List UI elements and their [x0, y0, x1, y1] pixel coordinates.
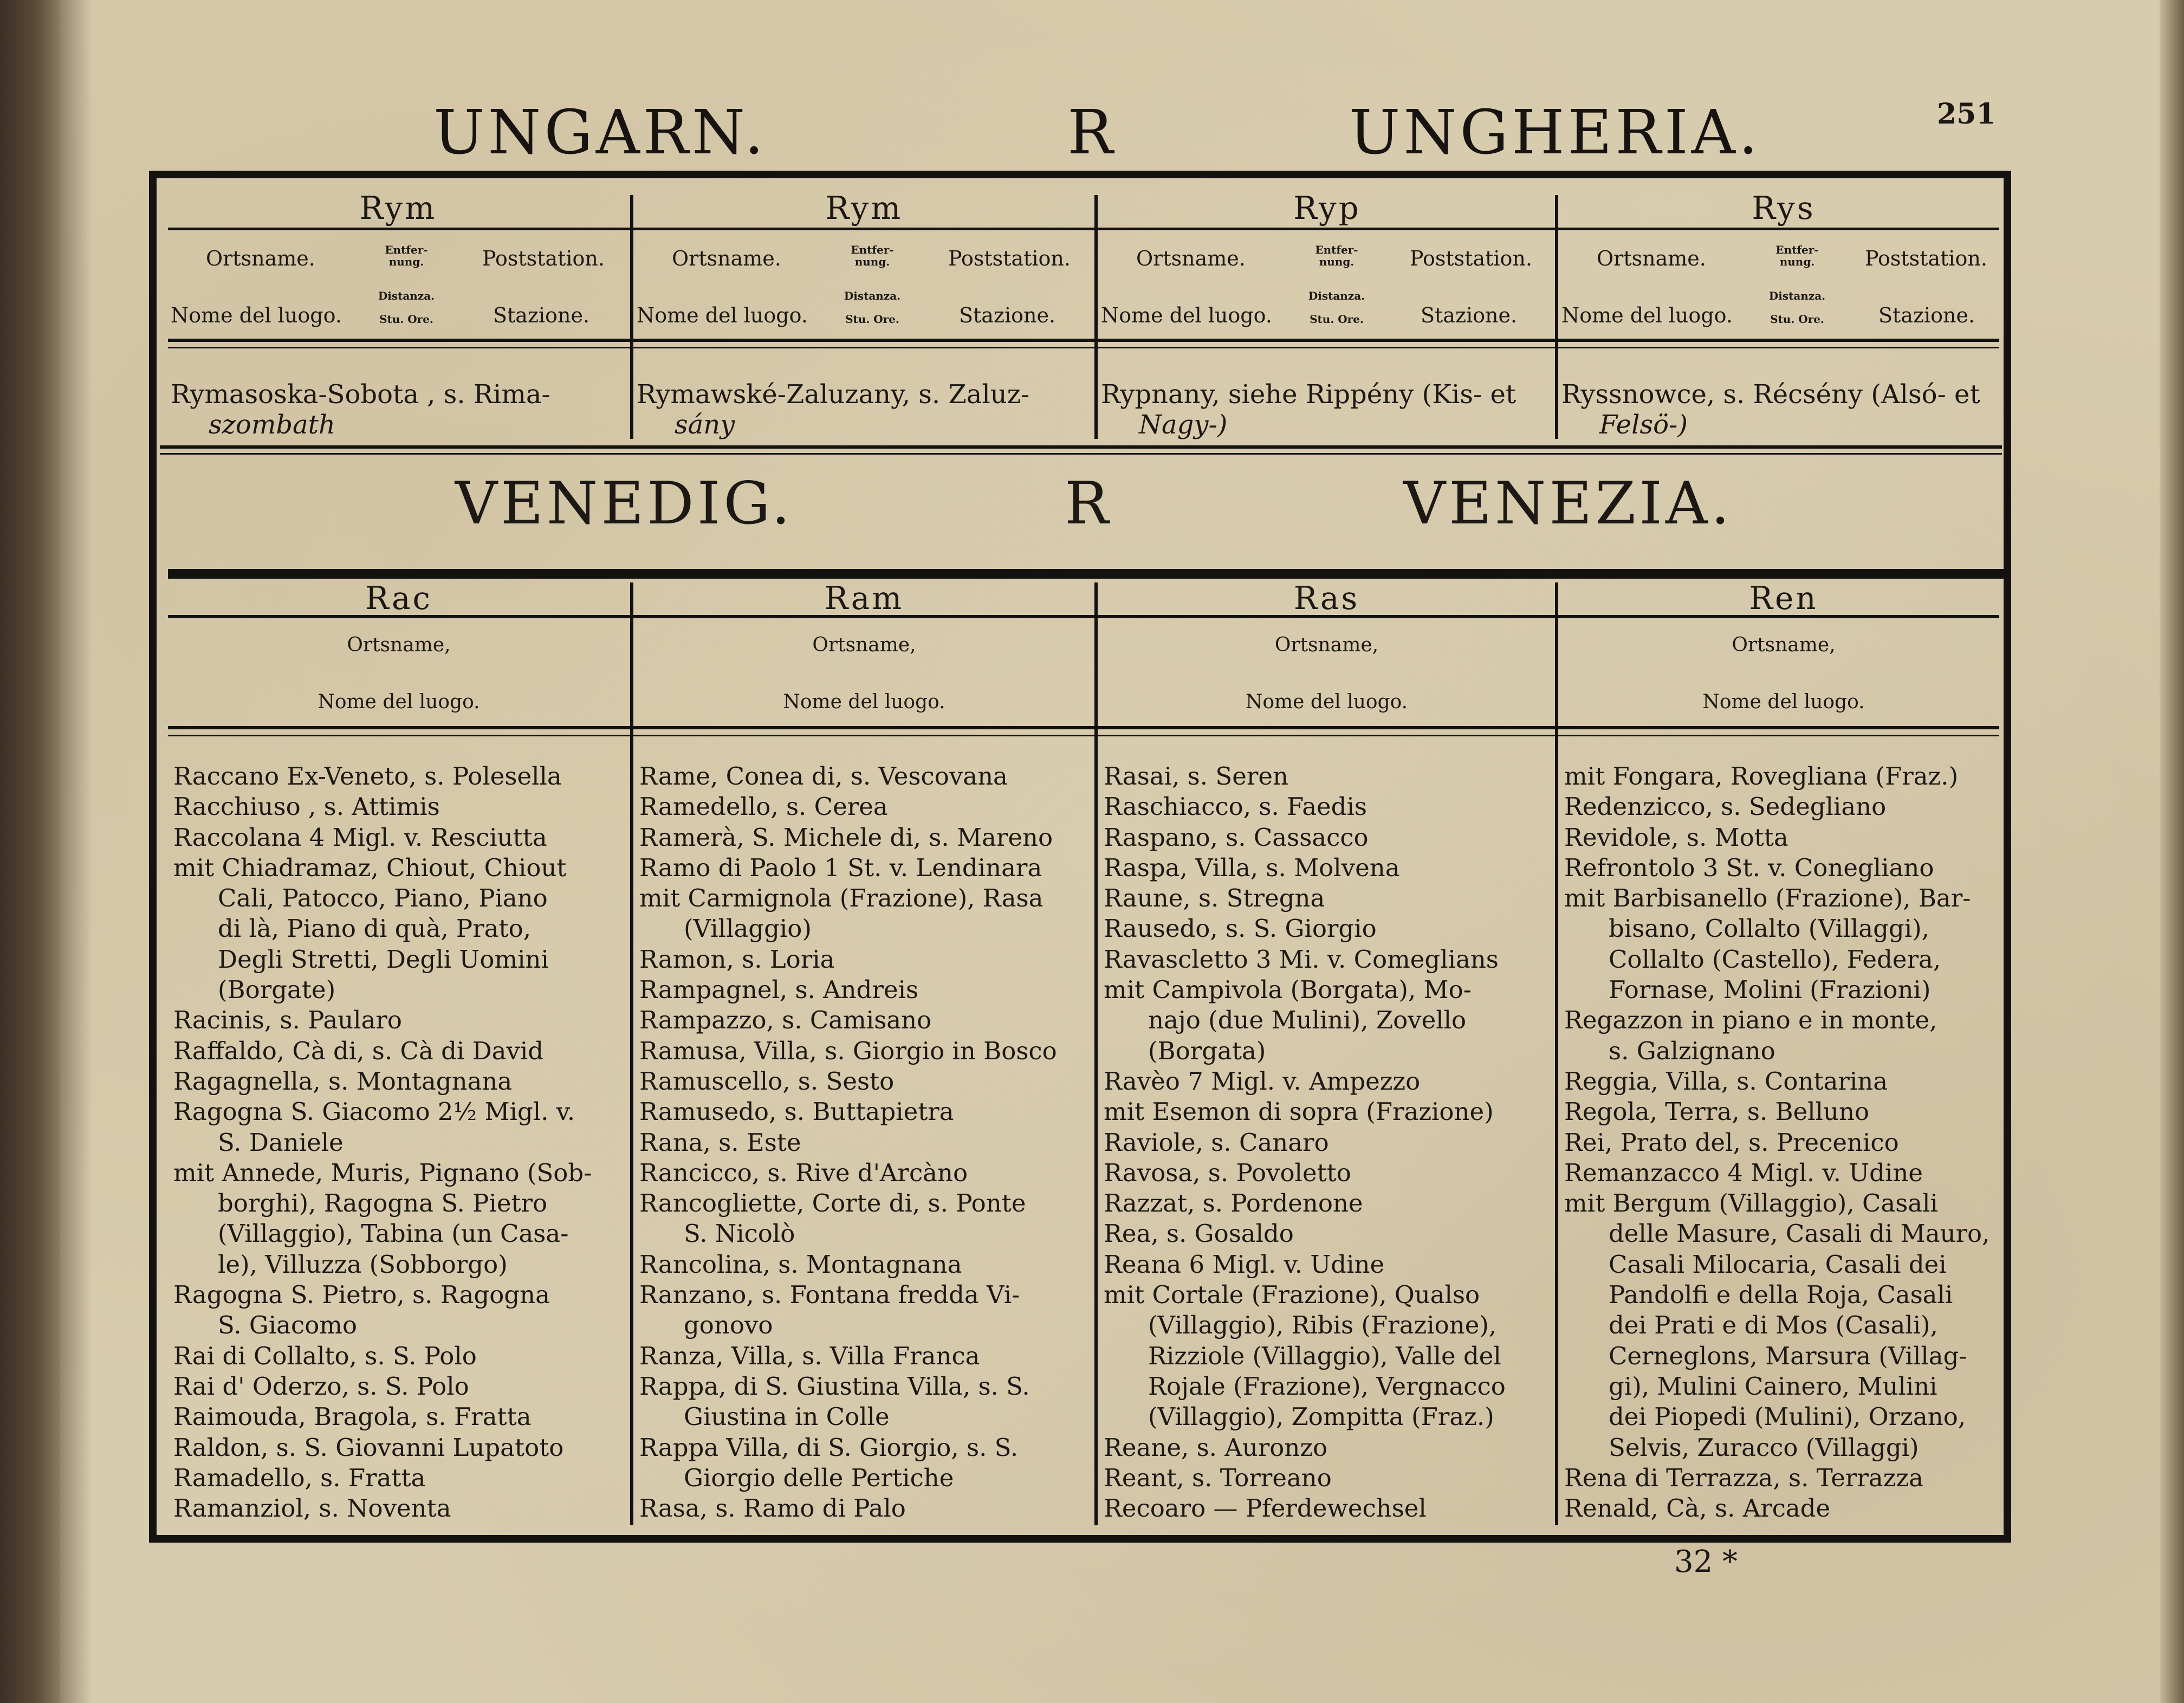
- entry-continuation: Rizziole (Villaggio), Valle del: [1148, 1341, 1501, 1370]
- subhead-entfernung: Entfer- nung.: [1315, 243, 1358, 268]
- divider-venedig-2: [1094, 582, 1098, 1525]
- entry-continuation: Cali, Patocco, Piano, Piano: [218, 884, 548, 913]
- entry: Ramon, s. Loria: [639, 944, 835, 974]
- header-venedig-letter: R: [1065, 470, 1112, 538]
- entry-continuation: (Villaggio), Tabina (un Casa-: [218, 1219, 569, 1248]
- column-head: Ryp: [1293, 190, 1361, 226]
- entry: Raune, s. Stregna: [1104, 884, 1325, 913]
- entry: Racinis, s. Paularo: [173, 1006, 403, 1035]
- entry: Ryssnowce, s. Récsény (Alsó- et: [1561, 379, 1980, 410]
- subhead-ortsname: Ortsname,: [347, 634, 451, 656]
- column-head: Rac: [365, 580, 433, 617]
- entry: Rappa Villa, di S. Giorgio, s. S.: [639, 1433, 1019, 1462]
- column-head: Ren: [1749, 580, 1818, 617]
- header-letter: R: [1067, 98, 1117, 168]
- entry-continuation: Giustina in Colle: [684, 1402, 890, 1432]
- entry: Ranzano, s. Fontana fredda Vi-: [639, 1280, 1020, 1310]
- entry: Ramusedo, s. Buttapietra: [639, 1097, 954, 1126]
- entry-continuation: Pandolfi e della Roja, Casali: [1609, 1280, 1953, 1310]
- subhead-ortsname: Ortsname,: [812, 634, 916, 656]
- subhead-ortsname: Ortsname.: [1136, 247, 1246, 270]
- entry: Ramuscello, s. Sesto: [639, 1066, 895, 1096]
- subhead-nome: Nome del luogo.: [783, 691, 945, 713]
- column-head: Ras: [1293, 580, 1360, 617]
- entry: mit Fongara, Rovegliana (Fraz.): [1564, 762, 1959, 791]
- subhead-entfernung: Entfer- nung.: [385, 243, 428, 268]
- subhead-distanza: Distanza.: [378, 289, 435, 302]
- entry: Ramerà, S. Michele di, s. Mareno: [639, 823, 1053, 852]
- entry: Ragogna S. Pietro, s. Ragogna: [173, 1280, 550, 1310]
- entry-continuation: (Borgata): [1148, 1036, 1266, 1065]
- entry: Raviole, s. Canaro: [1104, 1128, 1329, 1157]
- entry-continuation: Collalto (Castello), Federa,: [1609, 944, 1941, 974]
- entry: Rana, s. Este: [639, 1128, 801, 1157]
- column-head: Rym: [359, 190, 437, 226]
- entry: Ramusa, Villa, s. Giorgio in Bosco: [639, 1036, 1057, 1065]
- rule-end-ungarn: [160, 445, 2002, 449]
- page-shadow: [60, 0, 92, 1703]
- entry-continuation: (Villaggio): [684, 914, 812, 943]
- entry: mit Bergum (Villaggio), Casali: [1564, 1189, 1938, 1218]
- divider-ungarn-1: [630, 195, 633, 439]
- entry: Raspano, s. Cassacco: [1104, 823, 1369, 852]
- entry-continuation: s. Galzignano: [1609, 1036, 1775, 1065]
- entry: mit Annede, Muris, Pignano (Sob-: [173, 1158, 592, 1187]
- entry: Ravèo 7 Migl. v. Ampezzo: [1104, 1066, 1421, 1096]
- entry: Raldon, s. S. Giovanni Lupatoto: [173, 1433, 564, 1462]
- entry-continuation: Degli Stretti, Degli Uomini: [218, 944, 549, 974]
- subhead-distanza: Distanza.: [1768, 289, 1826, 302]
- entry: Reant, s. Torreano: [1104, 1463, 1332, 1492]
- subhead-ortsname: Ortsname,: [1732, 634, 1836, 656]
- entry: Raschiacco, s. Faedis: [1104, 792, 1367, 821]
- entry: Rena di Terrazza, s. Terrazza: [1564, 1463, 1923, 1492]
- signature-mark: 32 *: [1674, 1544, 1738, 1579]
- subhead-nome: Nome del luogo.: [1561, 303, 1733, 327]
- entry-continuation: di là, Piano di quà, Prato,: [218, 914, 532, 943]
- venedig-column-rac: [168, 580, 630, 1525]
- entry-continuation: S. Nicolò: [684, 1219, 795, 1248]
- entry: Regola, Terra, s. Belluno: [1564, 1097, 1870, 1126]
- entry: Rame, Conea di, s. Vescovana: [639, 762, 1008, 791]
- entry-continuation: Giorgio delle Pertiche: [684, 1463, 954, 1492]
- entry: Ravascletto 3 Mi. v. Comeglians: [1104, 944, 1499, 974]
- entry: Renald, Cà, s. Arcade: [1564, 1494, 1831, 1523]
- rule-top-venedig: [168, 569, 2005, 579]
- ungarn-column-3: [1098, 190, 1556, 444]
- entry-continuation: Cerneglons, Marsura (Villag-: [1609, 1341, 1967, 1370]
- entry: Raspa, Villa, s. Molvena: [1104, 853, 1400, 882]
- entry-continuation: Casali Milocaria, Casali dei: [1609, 1249, 1947, 1279]
- subhead-nome: Nome del luogo.: [171, 303, 342, 327]
- venedig-column-ras: [1098, 580, 1555, 1525]
- subhead-nome: Nome del luogo.: [637, 303, 808, 327]
- entry: mit Cortale (Frazione), Qualso: [1104, 1280, 1480, 1310]
- entry: Rampazzo, s. Camisano: [639, 1006, 932, 1035]
- entry-continuation: Selvis, Zuracco (Villaggi): [1609, 1433, 1919, 1462]
- subhead-stazione: Stazione.: [959, 303, 1056, 327]
- entry: Ragagnella, s. Montagnana: [173, 1066, 513, 1096]
- entry: Ranza, Villa, s. Villa Franca: [639, 1341, 980, 1370]
- entry: mit Campivola (Borgata), Mo-: [1104, 975, 1472, 1005]
- entry-continuation: Rojale (Frazione), Vergnacco: [1148, 1371, 1506, 1401]
- subhead-entfernung: Entfer- nung.: [1775, 243, 1819, 268]
- subhead-distanza: Distanza.: [844, 289, 901, 302]
- entry-continuation: delle Masure, Casali di Mauro,: [1609, 1219, 1990, 1248]
- entry: Rea, s. Gosaldo: [1104, 1219, 1294, 1248]
- entry: mit Carmignola (Frazione), Rasa: [639, 884, 1044, 913]
- subhead-stu-ore: Stu. Ore.: [379, 313, 433, 326]
- header-ungheria: UNGHERIA.: [1349, 98, 1761, 168]
- entry-continuation: bisano, Collalto (Villaggi),: [1609, 914, 1929, 943]
- entry-cont: sány: [675, 410, 735, 440]
- entry: Rai di Collalto, s. S. Polo: [173, 1341, 477, 1370]
- entry: Rancicco, s. Rive d'Arcàno: [639, 1158, 968, 1187]
- entry-list: [1564, 761, 2005, 1524]
- subhead-nome: Nome del luogo.: [317, 691, 480, 713]
- divider-ungarn-2: [1094, 195, 1098, 439]
- entry-continuation: gonovo: [684, 1311, 773, 1340]
- subhead-poststation: Poststation.: [1410, 247, 1532, 270]
- entry: mit Barbisanello (Frazione), Bar-: [1564, 884, 1971, 913]
- entry: Rei, Prato del, s. Precenico: [1564, 1128, 1899, 1157]
- subhead-ortsname: Ortsname.: [672, 247, 781, 270]
- entry: Raimouda, Bragola, s. Fratta: [173, 1402, 532, 1432]
- subhead-poststation: Poststation.: [948, 247, 1071, 270]
- subhead-ortsname: Ortsname.: [206, 247, 315, 270]
- entry: Reana 6 Migl. v. Udine: [1104, 1249, 1385, 1279]
- entry-cont: szombath: [209, 410, 335, 440]
- ungarn-column-4: [1559, 190, 2008, 444]
- entry-list: [173, 761, 626, 1524]
- entry-continuation: borghi), Ragogna S. Pietro: [218, 1189, 548, 1218]
- entry: Ragogna S. Giacomo 2½ Migl. v.: [173, 1097, 575, 1126]
- subhead-stu-ore: Stu. Ore.: [845, 313, 899, 326]
- column-head: Rym: [825, 190, 903, 226]
- subhead-nome: Nome del luogo.: [1101, 303, 1272, 327]
- divider-venedig-1: [630, 582, 633, 1525]
- entry-cont: Felsö-): [1599, 410, 1688, 440]
- subhead-entfernung: Entfer- nung.: [851, 243, 894, 268]
- subhead-stazione: Stazione.: [1878, 303, 1975, 327]
- subhead-stu-ore: Stu. Ore.: [1770, 313, 1824, 326]
- header-venezia: VENEZIA.: [1403, 470, 1733, 538]
- entry: Rai d' Oderzo, s. S. Polo: [173, 1371, 469, 1401]
- entry: Reane, s. Auronzo: [1104, 1433, 1328, 1462]
- ungarn-column-1: [168, 190, 628, 444]
- entry: Ramanziol, s. Noventa: [173, 1494, 451, 1523]
- entry: Revidole, s. Motta: [1564, 823, 1788, 852]
- entry: Reggia, Villa, s. Contarina: [1564, 1066, 1888, 1096]
- header-ungarn: UNGARN.: [433, 98, 767, 168]
- entry-continuation: (Villaggio), Zompitta (Fraz.): [1148, 1402, 1494, 1432]
- entry-list: [1104, 761, 1552, 1524]
- subhead-nome: Nome del luogo.: [1245, 691, 1408, 713]
- entry-continuation: gi), Mulini Cainero, Mulini: [1609, 1371, 1937, 1401]
- entry: Rasa, s. Ramo di Palo: [639, 1494, 906, 1523]
- column-head: Ram: [824, 580, 904, 617]
- subhead-ortsname: Ortsname,: [1274, 634, 1379, 656]
- subhead-stazione: Stazione.: [493, 303, 590, 327]
- entry-continuation: (Borgate): [218, 975, 336, 1005]
- entry-cont: Nagy-): [1139, 410, 1228, 440]
- ungarn-column-2: [634, 190, 1094, 444]
- book-gutter: [0, 0, 60, 1703]
- rule-end-ungarn-2: [160, 453, 2002, 455]
- subhead-stazione: Stazione.: [1421, 303, 1518, 327]
- entry: Refrontolo 3 St. v. Conegliano: [1564, 853, 1934, 882]
- entry: Remanzacco 4 Migl. v. Udine: [1564, 1158, 1923, 1187]
- entry-continuation: dei Prati e di Mos (Casali),: [1609, 1311, 1938, 1340]
- entry: Ramadello, s. Fratta: [173, 1463, 426, 1492]
- entry: Rasai, s. Seren: [1104, 762, 1288, 791]
- entry-continuation: dei Piopedi (Mulini), Orzano,: [1609, 1402, 1966, 1432]
- entry: Razzat, s. Pordenone: [1104, 1189, 1363, 1218]
- entry: Raccano Ex-Veneto, s. Polesella: [173, 762, 562, 791]
- subhead-ortsname: Ortsname.: [1597, 247, 1706, 270]
- entry-continuation: najo (due Mulini), Zovello: [1148, 1006, 1467, 1035]
- page-edge: [2160, 0, 2184, 1703]
- entry: mit Esemon di sopra (Frazione): [1104, 1097, 1494, 1126]
- entry: Racchiuso , s. Attimis: [173, 792, 440, 821]
- subhead-nome: Nome del luogo.: [1702, 691, 1865, 713]
- entry: Regazzon in piano e in monte,: [1564, 1006, 1937, 1035]
- entry: Rancolina, s. Montagnana: [639, 1249, 962, 1279]
- entry: Raffaldo, Cà di, s. Cà di David: [173, 1036, 544, 1065]
- entry: Rancogliette, Corte di, s. Ponte: [639, 1189, 1026, 1218]
- entry-continuation: (Villaggio), Ribis (Frazione),: [1148, 1311, 1497, 1340]
- venedig-column-ram: [634, 580, 1094, 1525]
- entry: Rypnany, siehe Rippény (Kis- et: [1101, 379, 1517, 410]
- subhead-stu-ore: Stu. Ore.: [1310, 313, 1364, 326]
- entry-list: [639, 761, 1091, 1524]
- entry: Redenzicco, s. Sedegliano: [1564, 792, 1887, 821]
- entry: Recoaro — Pferdewechsel: [1104, 1494, 1427, 1523]
- entry: Ravosa, s. Povoletto: [1104, 1158, 1351, 1187]
- entry: Ramedello, s. Cerea: [639, 792, 888, 821]
- entry-continuation: S. Daniele: [218, 1128, 344, 1157]
- entry: Rymasoska-Sobota , s. Rima-: [171, 379, 550, 410]
- entry: Raccolana 4 Migl. v. Resciutta: [173, 823, 547, 852]
- column-head: Rys: [1752, 190, 1816, 226]
- entry-continuation: le), Villuzza (Sobborgo): [218, 1249, 508, 1279]
- entry: Rausedo, s. S. Giorgio: [1104, 914, 1377, 943]
- subhead-poststation: Poststation.: [482, 247, 605, 270]
- divider-venedig-3: [1555, 582, 1558, 1525]
- header-venedig: VENEDIG.: [455, 470, 794, 538]
- entry-continuation: Fornase, Molini (Frazioni): [1609, 975, 1931, 1005]
- entry: Ramo di Paolo 1 St. v. Lendinara: [639, 853, 1042, 882]
- entry-continuation: S. Giacomo: [218, 1311, 358, 1340]
- subhead-distanza: Distanza.: [1308, 289, 1365, 302]
- subhead-poststation: Poststation.: [1865, 247, 1987, 270]
- venedig-column-ren: [1559, 580, 2008, 1525]
- entry: Rappa, di S. Giustina Villa, s. S.: [639, 1371, 1030, 1401]
- entry: Rampagnel, s. Andreis: [639, 975, 919, 1005]
- entry: Rymawské-Zaluzany, s. Zaluz-: [637, 379, 1030, 410]
- entry: mit Chiadramaz, Chiout, Chiout: [173, 853, 567, 882]
- page-number: 251: [1937, 98, 1996, 131]
